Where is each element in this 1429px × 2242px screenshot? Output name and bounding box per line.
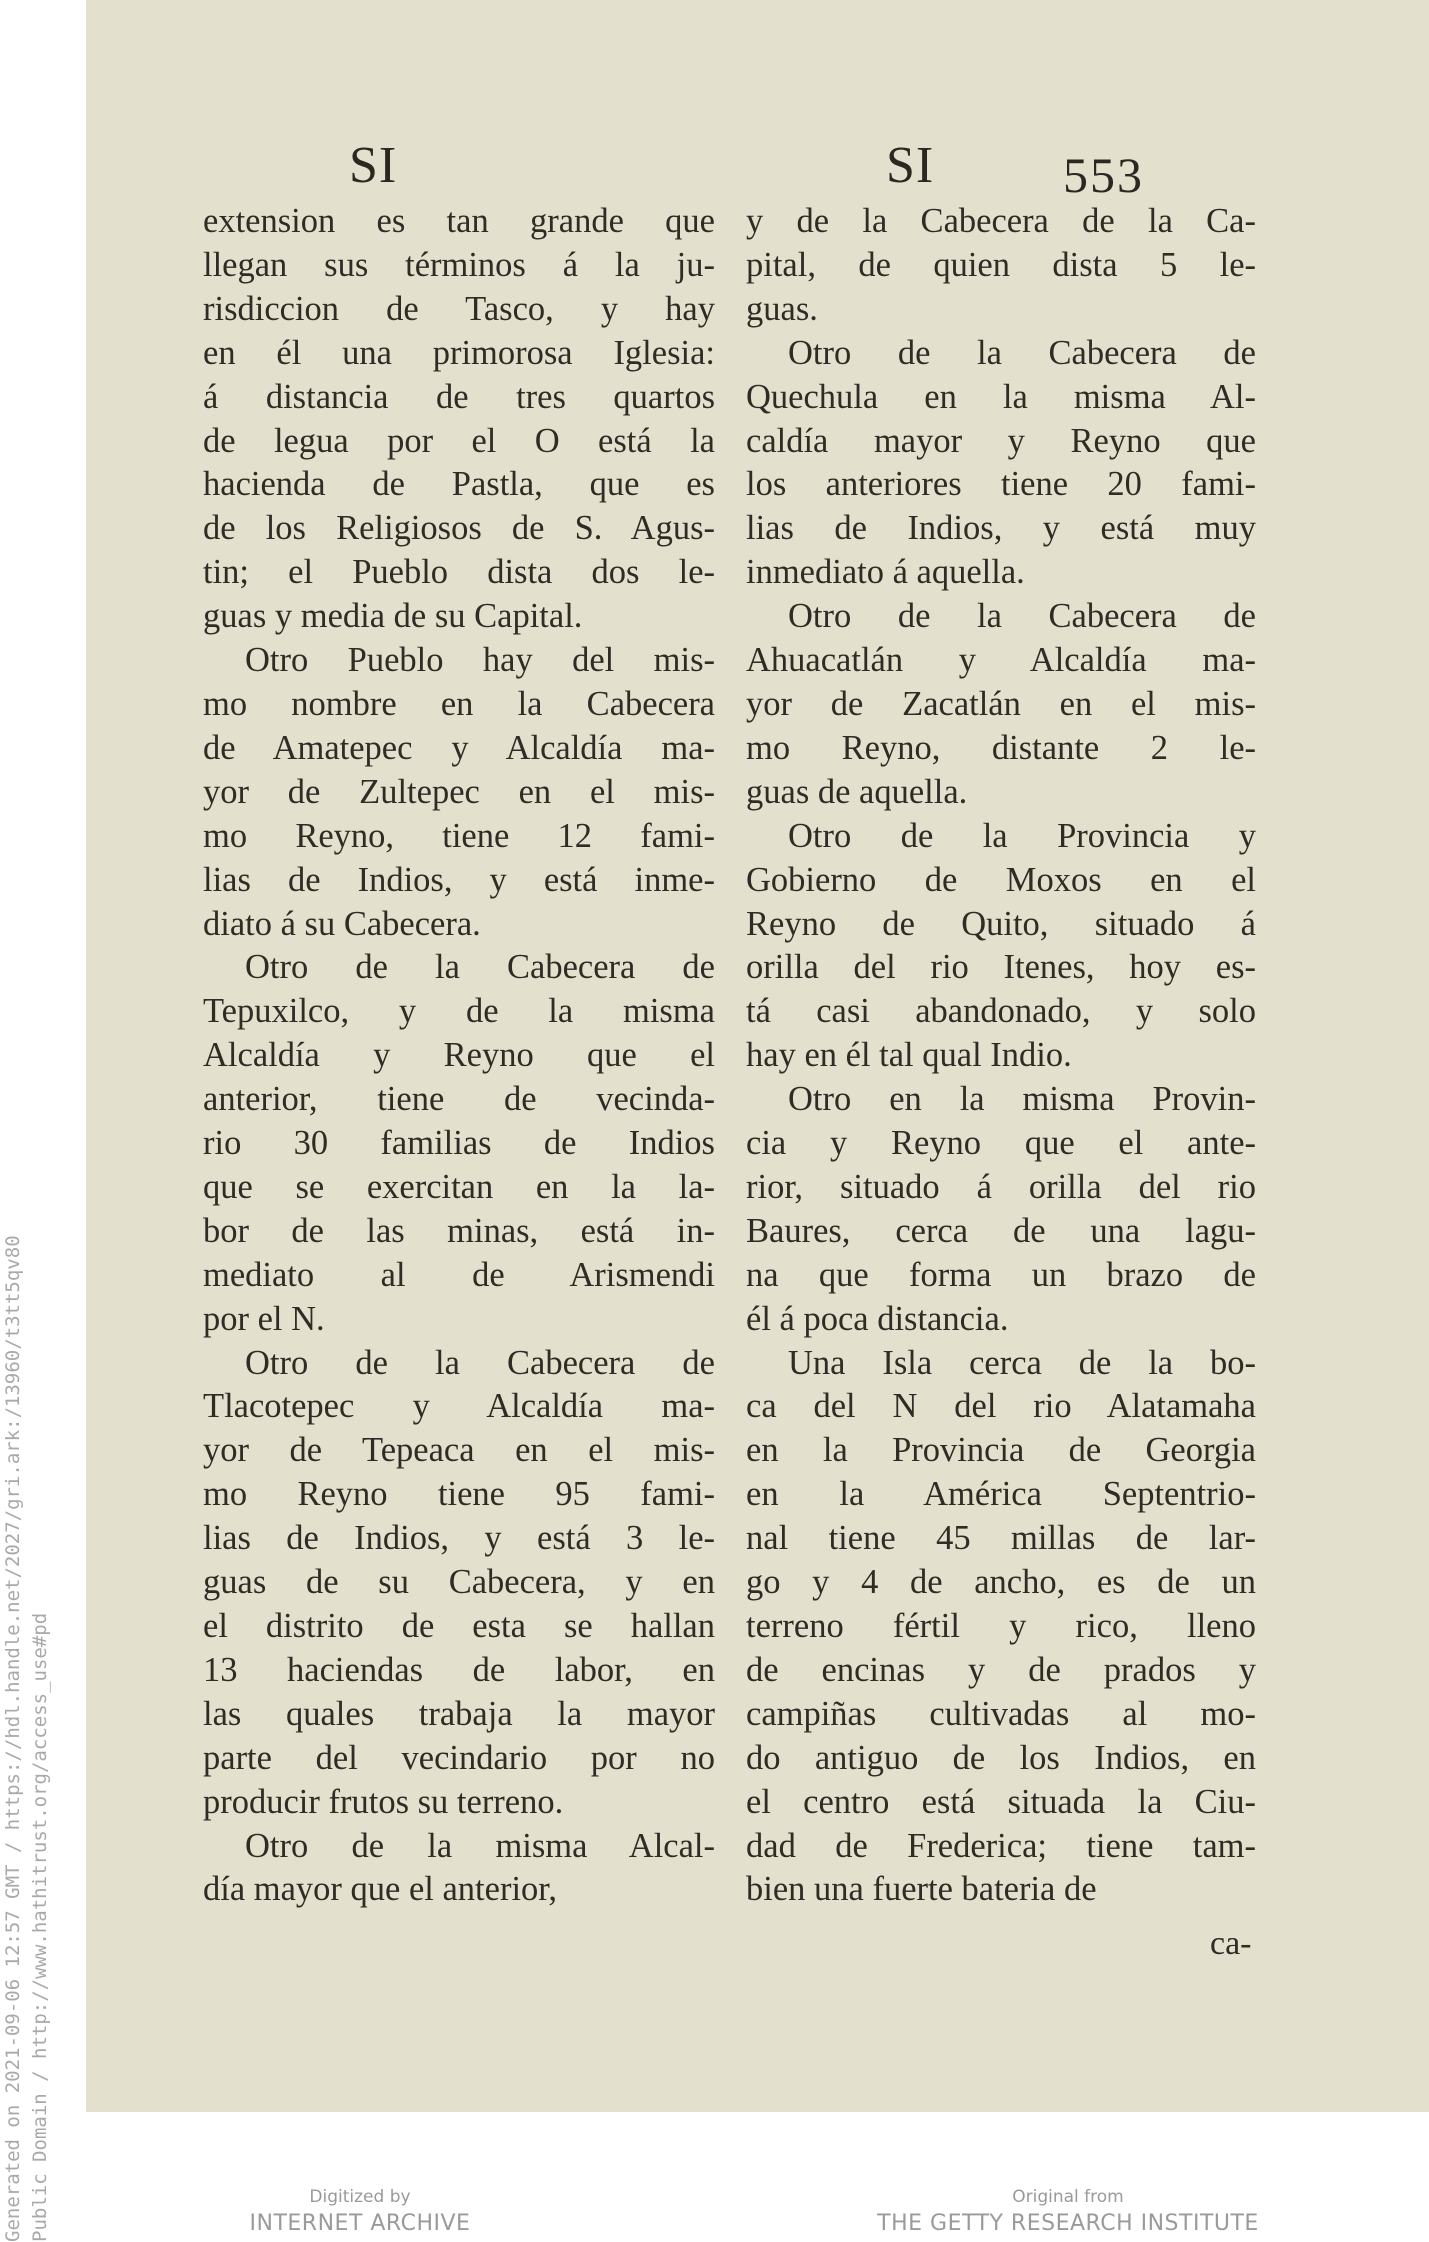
text-line: diato á su Cabecera. xyxy=(203,904,481,943)
footer-original-from xyxy=(868,2187,1268,2236)
text-line: mo Reyno, distante 2 le- xyxy=(746,728,1256,767)
text-line: tin; el Pueblo dista dos le- xyxy=(203,553,715,592)
paragraph xyxy=(746,815,1256,1078)
text-line: guas y media de su Capital. xyxy=(203,597,583,636)
text-line: Tlacotepec y Alcaldía ma- xyxy=(203,1387,715,1426)
text-line: campiñas cultivadas al mo- xyxy=(746,1694,1256,1733)
text-line: nal tiene 45 millas de lar- xyxy=(746,1519,1256,1558)
hathitrust-watermark xyxy=(0,1042,54,2242)
footer-getty: THE GETTY RESEARCH INSTITUTE xyxy=(877,2211,1259,2236)
footer-original-label: Original from xyxy=(1012,2187,1124,2207)
paragraph xyxy=(203,1342,715,1825)
running-head-right: SI xyxy=(886,137,935,194)
text-line: inmediato á aquella. xyxy=(746,553,1025,592)
text-line: extension es tan grande que xyxy=(203,202,715,240)
text-line: go y 4 de ancho, es de un xyxy=(746,1563,1256,1602)
text-line: Una Isla cerca de la bo- xyxy=(788,1343,1256,1382)
text-line: de los Religiosos de S. Agus- xyxy=(203,509,715,548)
text-line: orilla del rio Itenes, hoy es- xyxy=(746,948,1256,987)
text-line: Otro de la Cabecera de xyxy=(788,333,1256,372)
catchword: ca- xyxy=(1210,1925,1252,1962)
text-line: en la Provincia de Georgia xyxy=(746,1431,1256,1470)
text-line: tá casi abandonado, y solo xyxy=(746,992,1256,1031)
text-line: el centro está situada la Ciu- xyxy=(746,1782,1256,1821)
watermark-line-2: Public Domain / http://www.hathitrust.org/access_use#pd xyxy=(29,1612,51,2242)
text-line: Tepuxilco, y de la misma xyxy=(203,992,715,1031)
text-line: bien una fuerte bateria de xyxy=(746,1870,1097,1909)
text-line: rio 30 familias de Indios xyxy=(203,1124,715,1163)
text-line: los anteriores tiene 20 fami- xyxy=(746,465,1256,504)
right-text-column xyxy=(746,200,1256,1912)
footer-internet-archive: INTERNET ARCHIVE xyxy=(249,2211,471,2236)
text-line: Otro de la misma Alcal- xyxy=(245,1826,715,1865)
paragraph xyxy=(746,200,1256,332)
running-head-left: SI xyxy=(349,137,398,194)
text-line: risdiccion de Tasco, y hay xyxy=(203,289,715,328)
text-line: na que forma un brazo de xyxy=(746,1255,1256,1294)
paragraph xyxy=(203,200,715,639)
page-number: 553 xyxy=(1063,147,1144,203)
left-text-column xyxy=(203,200,715,1912)
text-line: lias de Indios, y está 3 le- xyxy=(203,1519,715,1558)
text-line: Otro de la Cabecera de xyxy=(788,597,1256,636)
footer-digitized-label: Digitized by xyxy=(309,2187,411,2207)
text-line: parte del vecindario por no xyxy=(203,1738,715,1777)
text-line: rior, situado á orilla del rio xyxy=(746,1167,1256,1206)
text-line: producir frutos su terreno. xyxy=(203,1782,564,1821)
text-line: día mayor que el anterior, xyxy=(203,1870,558,1909)
text-line: Otro de la Cabecera de xyxy=(245,948,715,987)
paragraph xyxy=(746,1342,1256,1913)
text-line: hay en él tal qual Indio. xyxy=(746,1036,1072,1075)
text-line: Otro en la misma Provin- xyxy=(788,1080,1256,1119)
text-line: Quechula en la misma Al- xyxy=(746,377,1256,416)
text-line: lias de Indios, y está inme- xyxy=(203,860,715,899)
text-line: Alcaldía y Reyno que el xyxy=(203,1036,715,1075)
paragraph xyxy=(203,639,715,946)
text-line: de legua por el O está la xyxy=(203,421,715,460)
footer-digitized-by xyxy=(210,2187,510,2236)
text-line: yor de Zultepec en el mis- xyxy=(203,772,715,811)
text-line: llegan sus términos á la ju- xyxy=(203,245,715,284)
text-line: ca del N del rio Alatamaha xyxy=(746,1387,1256,1426)
text-line: Reyno de Quito, situado á xyxy=(746,904,1256,943)
text-line: Baures, cerca de una lagu- xyxy=(746,1211,1256,1250)
text-line: á distancia de tres quartos xyxy=(203,377,715,416)
text-line: de Amatepec y Alcaldía ma- xyxy=(203,728,715,767)
text-line: que se exercitan en la la- xyxy=(203,1167,715,1206)
text-line: de encinas y de prados y xyxy=(746,1650,1256,1689)
text-line: anterior, tiene de vecinda- xyxy=(203,1080,715,1119)
text-line: pital, de quien dista 5 le- xyxy=(746,245,1256,284)
paragraph xyxy=(746,1078,1256,1341)
text-line: mediato al de Arismendi xyxy=(203,1255,715,1294)
text-line: él á poca distancia. xyxy=(746,1299,1009,1338)
text-line: do antiguo de los Indios, en xyxy=(746,1738,1256,1777)
text-line: mo Reyno tiene 95 fami- xyxy=(203,1475,715,1514)
text-line: en la América Septentrio- xyxy=(746,1475,1256,1514)
text-line: hacienda de Pastla, que es xyxy=(203,465,715,504)
text-line: y de la Cabecera de la Ca- xyxy=(746,202,1256,240)
watermark-line-1: Generated on 2021-09-06 12:57 GMT / https://hdl.handle.net/2027/gri.ark:/13960/t3tt5qv80 xyxy=(2,1235,24,2242)
paragraph xyxy=(746,595,1256,815)
text-line: Otro Pueblo hay del mis- xyxy=(245,641,715,680)
paragraph xyxy=(203,1825,715,1913)
text-line: caldía mayor y Reyno que xyxy=(746,421,1256,460)
text-line: yor de Tepeaca en el mis- xyxy=(203,1431,715,1470)
text-line: mo Reyno, tiene 12 fami- xyxy=(203,816,715,855)
text-line: guas de aquella. xyxy=(746,772,968,811)
paragraph xyxy=(746,332,1256,595)
text-line: 13 haciendas de labor, en xyxy=(203,1650,715,1689)
text-line: por el N. xyxy=(203,1299,325,1338)
text-line: Otro de la Cabecera de xyxy=(245,1343,715,1382)
text-line: el distrito de esta se hallan xyxy=(203,1607,715,1645)
text-line: mo nombre en la Cabecera xyxy=(203,684,715,723)
text-line: las quales trabaja la mayor xyxy=(203,1694,715,1733)
text-line: dad de Frederica; tiene tam- xyxy=(746,1826,1256,1865)
text-line: terreno fértil y rico, lleno xyxy=(746,1607,1256,1645)
paragraph xyxy=(203,946,715,1341)
text-line: guas. xyxy=(746,289,818,328)
text-line: cia y Reyno que el ante- xyxy=(746,1124,1256,1163)
text-line: Otro de la Provincia y xyxy=(788,816,1256,855)
text-line: bor de las minas, está in- xyxy=(203,1211,715,1250)
text-line: guas de su Cabecera, y en xyxy=(203,1563,715,1602)
text-line: lias de Indios, y está muy xyxy=(746,509,1256,548)
text-line: en él una primorosa Iglesia: xyxy=(203,333,715,372)
text-line: Ahuacatlán y Alcaldía ma- xyxy=(746,641,1256,680)
text-line: yor de Zacatlán en el mis- xyxy=(746,684,1256,723)
text-line: Gobierno de Moxos en el xyxy=(746,860,1256,899)
